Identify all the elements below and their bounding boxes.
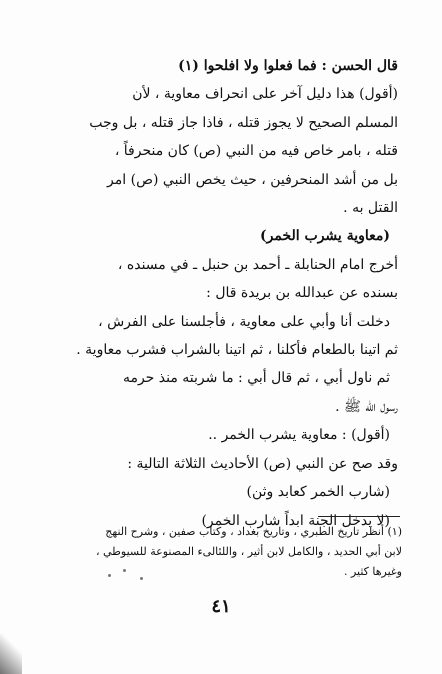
text-line: وقد صح عن النبي (ص) الأحاديث الثلاثة التالية :	[127, 455, 398, 472]
text-line: (أقول) هذا دليل آخر على انحراف معاوية ، لأن	[132, 86, 398, 103]
footnotes	[30, 522, 402, 582]
section-heading: (معاوية يشرب الخمر)	[260, 228, 390, 245]
page-number: ٤١	[211, 596, 231, 617]
text-line: قتله ، بامر خاص فيه من النبي (ص) كان منحرفاً ،	[114, 143, 398, 160]
text-line: القتل به .	[343, 200, 398, 217]
hadith-line: (لا يدخل الجنة ابداً شارب الخمر)	[201, 512, 390, 529]
text-line: بل من أشد المنحرفين ، حيث يخص النبي (ص) امر	[107, 171, 398, 188]
text-line: ثم ناول أبي ، ثم قال أبي : ما شربته منذ حرمه	[122, 370, 390, 387]
text-line: المسلم الصحيح لا يجوز قتله ، فاذا جاز قتله ، بل وجب	[89, 114, 398, 131]
text-line: قال الحسن : فما فعلوا ولا افلحوا (١)	[178, 58, 398, 74]
footnote-line: لابن أبي الحديد ، والكامل لابن أثير ، واللئالىء المصنوعة للسيوطي ،	[95, 545, 402, 558]
scan-corner-shadow	[0, 634, 22, 674]
footnote-line: وغيرها كثير .	[343, 565, 402, 578]
main-text	[38, 52, 398, 535]
text-line: أخرج امام الحنابلة ـ أحمد بن حنبل ـ في مسنده ،	[117, 256, 398, 273]
scan-speck	[140, 577, 143, 580]
text-line: (أقول) : معاوية يشرب الخمر ..	[208, 427, 390, 444]
scan-speck	[123, 569, 126, 572]
text-line: بسنده عن عبدالله بن بريدة قال :	[206, 285, 398, 302]
hadith-line: (شارب الخمر كعابد وثن)	[246, 484, 390, 501]
text-line: دخلت أنا وأبي على معاوية ، فأجلسنا على الفرش ،	[98, 313, 390, 330]
scan-speck	[108, 574, 111, 577]
footnote-line: (١) أنظر تاريخ الطبري ، وتاريخ بغداد ، وكتاب صفين ، وشرح النهج	[105, 525, 402, 538]
footnote-divider	[318, 516, 400, 517]
text-line: ثم اتينا بالطعام فأكلنا ، ثم اتينا بالشراب فشرب معاوية .	[76, 342, 398, 359]
text-line: رسول الله ﷺ .	[335, 398, 398, 415]
